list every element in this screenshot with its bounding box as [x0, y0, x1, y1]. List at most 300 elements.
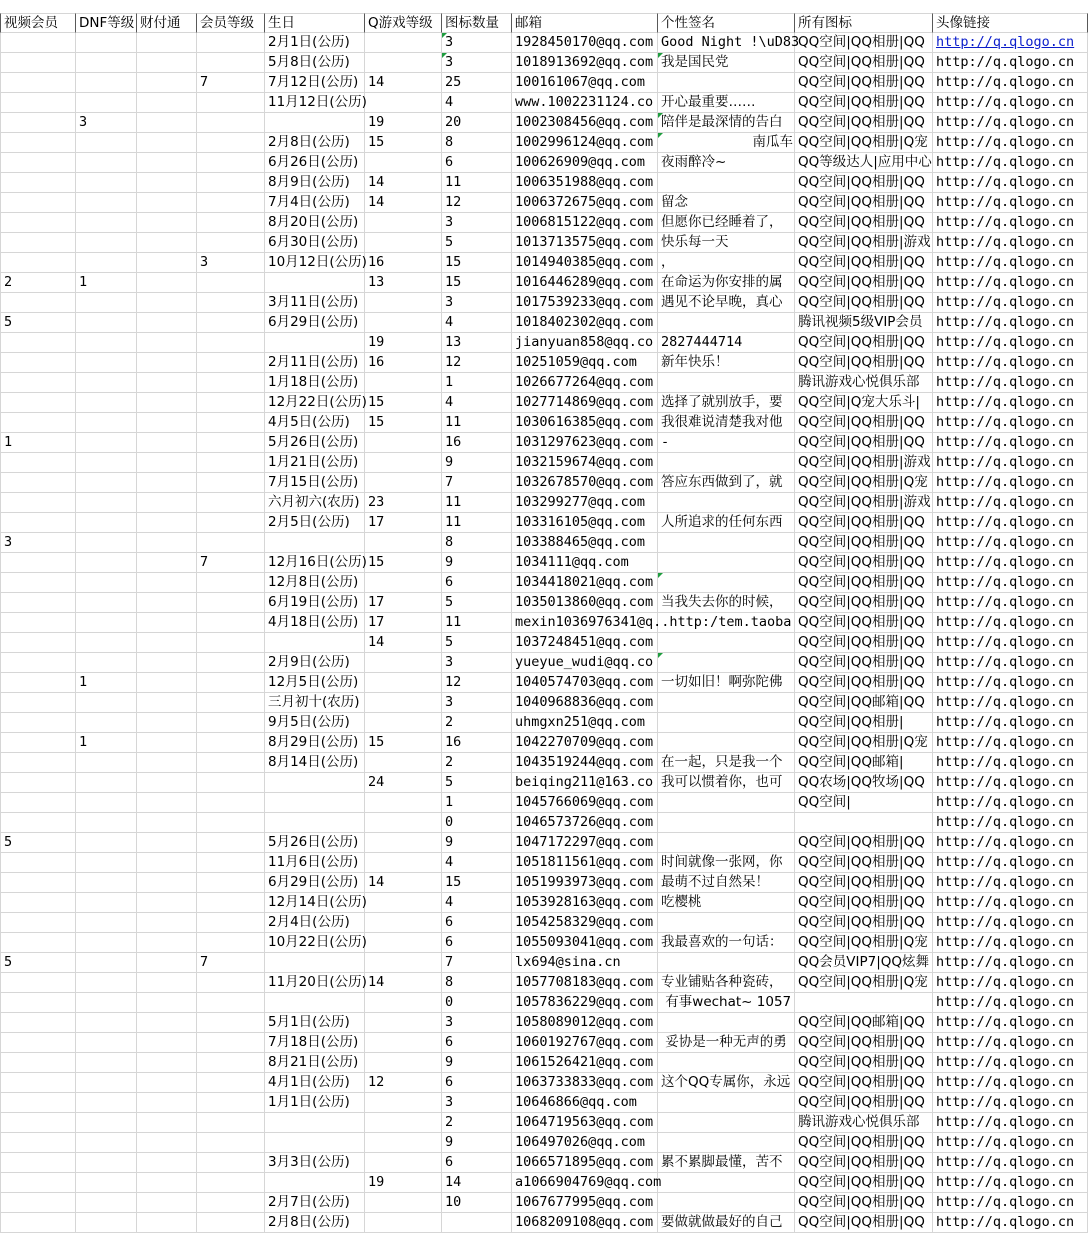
- cell-qgame-level[interactable]: [365, 833, 442, 853]
- cell-tenpay[interactable]: [137, 93, 197, 113]
- cell-qgame-level[interactable]: [365, 533, 442, 553]
- cell-birthday[interactable]: 5月26日(公历): [265, 433, 365, 453]
- cell-birthday[interactable]: 11月20日(公历): [265, 973, 365, 993]
- cell-birthday[interactable]: 8月20日(公历): [265, 213, 365, 233]
- cell-icon-count[interactable]: 20: [442, 113, 512, 133]
- cell-all-icons[interactable]: QQ空间|QQ相册|QQ: [795, 353, 933, 373]
- cell-signature[interactable]: 选择了就别放手，要: [658, 393, 795, 413]
- cell-vip-level[interactable]: [197, 373, 265, 393]
- cell-avatar-link[interactable]: http://q.qlogo.cn: [933, 1133, 1088, 1153]
- cell-icon-count[interactable]: 6: [442, 933, 512, 953]
- cell-qgame-level[interactable]: [365, 473, 442, 493]
- cell-qgame-level[interactable]: 14: [365, 73, 442, 93]
- cell-avatar-link[interactable]: http://q.qlogo.cn: [933, 233, 1088, 253]
- cell-vip-level[interactable]: [197, 613, 265, 633]
- cell-dnf-level[interactable]: [76, 193, 137, 213]
- cell-dnf-level[interactable]: [76, 653, 137, 673]
- cell-signature[interactable]: [658, 613, 795, 633]
- cell-dnf-level[interactable]: [76, 493, 137, 513]
- cell-email[interactable]: www.1002231124.co: [512, 93, 658, 113]
- cell-email[interactable]: mexin1036976341@q..http:/tem.taoba: [512, 613, 658, 633]
- cell-icon-count[interactable]: 6: [442, 1073, 512, 1093]
- cell-dnf-level[interactable]: [76, 33, 137, 53]
- cell-all-icons[interactable]: QQ空间|QQ相册|QQ: [795, 293, 933, 313]
- cell-signature[interactable]: 有事wechat~ 1057: [658, 993, 795, 1013]
- cell-all-icons[interactable]: QQ空间|QQ相册|QQ: [795, 1173, 933, 1193]
- cell-tenpay[interactable]: [137, 353, 197, 373]
- cell-avatar-link[interactable]: http://q.qlogo.cn: [933, 593, 1088, 613]
- cell-video-vip[interactable]: [0, 1153, 76, 1173]
- cell-video-vip[interactable]: [0, 1053, 76, 1073]
- cell-dnf-level[interactable]: [76, 433, 137, 453]
- cell-birthday[interactable]: [265, 953, 365, 973]
- cell-icon-count[interactable]: 5: [442, 633, 512, 653]
- cell-email[interactable]: 1051811561@qq.com: [512, 853, 658, 873]
- cell-video-vip[interactable]: [0, 1173, 76, 1193]
- cell-vip-level[interactable]: [197, 573, 265, 593]
- cell-dnf-level[interactable]: [76, 1173, 137, 1193]
- cell-signature[interactable]: 南瓜车: [658, 133, 795, 153]
- cell-icon-count[interactable]: 6: [442, 153, 512, 173]
- header-dnf-level[interactable]: DNF等级: [76, 13, 137, 33]
- cell-birthday[interactable]: 2月9日(公历): [265, 653, 365, 673]
- cell-birthday[interactable]: 2月8日(公历): [265, 1213, 365, 1233]
- cell-dnf-level[interactable]: [76, 213, 137, 233]
- cell-tenpay[interactable]: [137, 973, 197, 993]
- cell-dnf-level[interactable]: [76, 133, 137, 153]
- cell-qgame-level[interactable]: [365, 953, 442, 973]
- cell-birthday[interactable]: [265, 533, 365, 553]
- cell-all-icons[interactable]: QQ农场|QQ牧场|QQ: [795, 773, 933, 793]
- cell-icon-count[interactable]: 6: [442, 913, 512, 933]
- cell-email[interactable]: 100161067@qq.com: [512, 73, 658, 93]
- cell-video-vip[interactable]: [0, 893, 76, 913]
- cell-video-vip[interactable]: [0, 1113, 76, 1133]
- cell-vip-level[interactable]: [197, 1013, 265, 1033]
- cell-qgame-level[interactable]: 14: [365, 193, 442, 213]
- cell-birthday[interactable]: [265, 333, 365, 353]
- cell-tenpay[interactable]: [137, 53, 197, 73]
- cell-dnf-level[interactable]: [76, 253, 137, 273]
- cell-icon-count[interactable]: 15: [442, 273, 512, 293]
- cell-qgame-level[interactable]: [365, 813, 442, 833]
- cell-tenpay[interactable]: [137, 233, 197, 253]
- cell-all-icons[interactable]: QQ空间|QQ相册|QQ: [795, 213, 933, 233]
- cell-tenpay[interactable]: [137, 1173, 197, 1193]
- cell-icon-count[interactable]: 11: [442, 513, 512, 533]
- cell-email[interactable]: 1046573726@qq.com: [512, 813, 658, 833]
- cell-birthday[interactable]: [265, 813, 365, 833]
- cell-tenpay[interactable]: [137, 853, 197, 873]
- cell-birthday[interactable]: 1月21日(公历): [265, 453, 365, 473]
- cell-video-vip[interactable]: 5: [0, 953, 76, 973]
- cell-signature[interactable]: [658, 1093, 795, 1113]
- cell-dnf-level[interactable]: [76, 93, 137, 113]
- cell-tenpay[interactable]: [137, 313, 197, 333]
- cell-tenpay[interactable]: [137, 1053, 197, 1073]
- cell-avatar-link[interactable]: http://q.qlogo.cn: [933, 513, 1088, 533]
- cell-qgame-level[interactable]: [365, 993, 442, 1013]
- cell-all-icons[interactable]: QQ空间|QQ相册|QQ: [795, 593, 933, 613]
- cell-signature[interactable]: 在命运为你安排的属: [658, 273, 795, 293]
- cell-all-icons[interactable]: QQ空间|QQ相册|QQ: [795, 173, 933, 193]
- cell-avatar-link[interactable]: http://q.qlogo.cn: [933, 113, 1088, 133]
- cell-tenpay[interactable]: [137, 793, 197, 813]
- cell-email[interactable]: 1006372675@qq.com: [512, 193, 658, 213]
- cell-all-icons[interactable]: QQ空间|QQ相册|Q宠: [795, 133, 933, 153]
- cell-dnf-level[interactable]: [76, 853, 137, 873]
- cell-signature[interactable]: ，: [658, 253, 795, 273]
- cell-avatar-link[interactable]: http://q.qlogo.cn: [933, 173, 1088, 193]
- cell-birthday[interactable]: 6月29日(公历): [265, 873, 365, 893]
- cell-video-vip[interactable]: [0, 33, 76, 53]
- cell-vip-level[interactable]: [197, 1193, 265, 1213]
- cell-tenpay[interactable]: [137, 713, 197, 733]
- cell-avatar-link[interactable]: http://q.qlogo.cn: [933, 393, 1088, 413]
- cell-vip-level[interactable]: [197, 893, 265, 913]
- cell-tenpay[interactable]: [137, 833, 197, 853]
- header-vip-level[interactable]: 会员等级: [197, 13, 265, 33]
- cell-signature[interactable]: 陪伴是最深情的告白: [658, 113, 795, 133]
- cell-signature[interactable]: [658, 653, 795, 673]
- cell-video-vip[interactable]: [0, 653, 76, 673]
- cell-qgame-level[interactable]: 14: [365, 973, 442, 993]
- cell-signature[interactable]: [658, 173, 795, 193]
- cell-birthday[interactable]: 6月30日(公历): [265, 233, 365, 253]
- cell-signature[interactable]: [658, 693, 795, 713]
- cell-icon-count[interactable]: 6: [442, 573, 512, 593]
- cell-email[interactable]: 106497026@qq.com: [512, 1133, 658, 1153]
- cell-all-icons[interactable]: [795, 813, 933, 833]
- cell-signature[interactable]: 当我失去你的时候，: [658, 593, 795, 613]
- cell-avatar-link[interactable]: http://q.qlogo.cn: [933, 453, 1088, 473]
- cell-email[interactable]: 1018913692@qq.com: [512, 53, 658, 73]
- cell-vip-level[interactable]: [197, 1173, 265, 1193]
- cell-birthday[interactable]: 10月12日(公历): [265, 253, 365, 273]
- cell-avatar-link[interactable]: http://q.qlogo.cn: [933, 813, 1088, 833]
- cell-icon-count[interactable]: 5: [442, 773, 512, 793]
- cell-icon-count[interactable]: 4: [442, 893, 512, 913]
- cell-email[interactable]: 1002308456@qq.com: [512, 113, 658, 133]
- cell-birthday[interactable]: 2月1日(公历): [265, 33, 365, 53]
- cell-tenpay[interactable]: [137, 493, 197, 513]
- cell-tenpay[interactable]: [137, 573, 197, 593]
- cell-dnf-level[interactable]: [76, 153, 137, 173]
- cell-email[interactable]: 1032678570@qq.com: [512, 473, 658, 493]
- cell-icon-count[interactable]: 12: [442, 193, 512, 213]
- cell-signature[interactable]: [658, 573, 795, 593]
- cell-all-icons[interactable]: QQ空间|QQ相册|QQ: [795, 1153, 933, 1173]
- cell-birthday[interactable]: 7月4日(公历): [265, 193, 365, 213]
- cell-all-icons[interactable]: QQ空间|QQ相册|QQ: [795, 93, 933, 113]
- cell-birthday[interactable]: 4月1日(公历): [265, 1073, 365, 1093]
- cell-video-vip[interactable]: [0, 913, 76, 933]
- cell-dnf-level[interactable]: [76, 393, 137, 413]
- cell-birthday[interactable]: 3月3日(公历): [265, 1153, 365, 1173]
- cell-qgame-level[interactable]: 19: [365, 1173, 442, 1193]
- cell-signature[interactable]: 一切如旧！啊弥陀佛: [658, 673, 795, 693]
- cell-tenpay[interactable]: [137, 393, 197, 413]
- cell-vip-level[interactable]: [197, 753, 265, 773]
- cell-email[interactable]: 1061526421@qq.com: [512, 1053, 658, 1073]
- cell-avatar-link[interactable]: http://q.qlogo.cn: [933, 633, 1088, 653]
- cell-signature[interactable]: 快乐每一天: [658, 233, 795, 253]
- cell-email[interactable]: 100626909@qq.com: [512, 153, 658, 173]
- cell-tenpay[interactable]: [137, 953, 197, 973]
- cell-signature[interactable]: 吃樱桃: [658, 893, 795, 913]
- cell-video-vip[interactable]: [0, 1073, 76, 1093]
- cell-all-icons[interactable]: QQ空间|QQ相册|QQ: [795, 1213, 933, 1233]
- cell-birthday[interactable]: [265, 793, 365, 813]
- cell-qgame-level[interactable]: [365, 53, 442, 73]
- cell-icon-count[interactable]: 8: [442, 533, 512, 553]
- cell-signature[interactable]: 留念: [658, 193, 795, 213]
- cell-video-vip[interactable]: [0, 773, 76, 793]
- cell-all-icons[interactable]: QQ空间|: [795, 793, 933, 813]
- cell-all-icons[interactable]: QQ空间|QQ相册|QQ: [795, 53, 933, 73]
- cell-tenpay[interactable]: [137, 1073, 197, 1093]
- cell-all-icons[interactable]: QQ空间|QQ相册|QQ: [795, 1033, 933, 1053]
- cell-video-vip[interactable]: [0, 553, 76, 573]
- cell-dnf-level[interactable]: [76, 1053, 137, 1073]
- cell-signature[interactable]: 2827444714: [658, 333, 795, 353]
- cell-avatar-link[interactable]: http://q.qlogo.cn: [933, 373, 1088, 393]
- cell-tenpay[interactable]: [137, 553, 197, 573]
- cell-qgame-level[interactable]: [365, 33, 442, 53]
- cell-dnf-level[interactable]: [76, 313, 137, 333]
- cell-tenpay[interactable]: [137, 773, 197, 793]
- cell-email[interactable]: 1058089012@qq.com: [512, 1013, 658, 1033]
- cell-avatar-link[interactable]: http://q.qlogo.cn: [933, 1153, 1088, 1173]
- cell-email[interactable]: 1054258329@qq.com: [512, 913, 658, 933]
- cell-avatar-link[interactable]: http://q.qlogo.cn: [933, 1173, 1088, 1193]
- cell-email[interactable]: 1040574703@qq.com: [512, 673, 658, 693]
- cell-icon-count[interactable]: 10: [442, 1193, 512, 1213]
- cell-signature[interactable]: 答应东西做到了，就: [658, 473, 795, 493]
- cell-video-vip[interactable]: [0, 453, 76, 473]
- cell-all-icons[interactable]: QQ空间|QQ相册|QQ: [795, 253, 933, 273]
- cell-qgame-level[interactable]: 15: [365, 413, 442, 433]
- cell-qgame-level[interactable]: [365, 853, 442, 873]
- cell-signature[interactable]: 专业铺贴各种瓷砖，: [658, 973, 795, 993]
- cell-icon-count[interactable]: 3: [442, 653, 512, 673]
- cell-signature[interactable]: Good Night !\uD83: [658, 33, 795, 53]
- cell-birthday[interactable]: 7月18日(公历): [265, 1033, 365, 1053]
- cell-video-vip[interactable]: [0, 113, 76, 133]
- cell-qgame-level[interactable]: [365, 893, 442, 913]
- cell-tenpay[interactable]: [137, 873, 197, 893]
- cell-dnf-level[interactable]: [76, 1193, 137, 1213]
- cell-tenpay[interactable]: [137, 753, 197, 773]
- cell-avatar-link[interactable]: http://q.qlogo.cn: [933, 273, 1088, 293]
- cell-vip-level[interactable]: [197, 193, 265, 213]
- cell-dnf-level[interactable]: [76, 1073, 137, 1093]
- cell-icon-count[interactable]: 11: [442, 173, 512, 193]
- cell-qgame-level[interactable]: [365, 233, 442, 253]
- cell-signature[interactable]: -: [658, 433, 795, 453]
- cell-birthday[interactable]: 11月6日(公历): [265, 853, 365, 873]
- cell-vip-level[interactable]: [197, 393, 265, 413]
- cell-signature[interactable]: [658, 313, 795, 333]
- cell-video-vip[interactable]: [0, 153, 76, 173]
- cell-avatar-link[interactable]: http://q.qlogo.cn: [933, 913, 1088, 933]
- cell-icon-count[interactable]: 1: [442, 373, 512, 393]
- cell-icon-count[interactable]: 8: [442, 973, 512, 993]
- cell-video-vip[interactable]: 1: [0, 433, 76, 453]
- cell-email[interactable]: 1030616385@qq.com: [512, 413, 658, 433]
- cell-tenpay[interactable]: [137, 1013, 197, 1033]
- cell-icon-count[interactable]: 15: [442, 253, 512, 273]
- cell-vip-level[interactable]: [197, 1213, 265, 1233]
- cell-video-vip[interactable]: [0, 513, 76, 533]
- cell-icon-count[interactable]: 3: [442, 693, 512, 713]
- cell-video-vip[interactable]: [0, 213, 76, 233]
- cell-dnf-level[interactable]: [76, 1093, 137, 1113]
- cell-dnf-level[interactable]: [76, 833, 137, 853]
- cell-icon-count[interactable]: 2: [442, 753, 512, 773]
- cell-qgame-level[interactable]: 17: [365, 613, 442, 633]
- cell-email[interactable]: 103388465@qq.com: [512, 533, 658, 553]
- cell-vip-level[interactable]: [197, 293, 265, 313]
- cell-icon-count[interactable]: 9: [442, 453, 512, 473]
- cell-tenpay[interactable]: [137, 153, 197, 173]
- cell-email[interactable]: 1017539233@qq.com: [512, 293, 658, 313]
- cell-all-icons[interactable]: QQ空间|QQ相册|QQ: [795, 673, 933, 693]
- cell-email[interactable]: 1043519244@qq.com: [512, 753, 658, 773]
- cell-birthday[interactable]: 1月18日(公历): [265, 373, 365, 393]
- cell-birthday[interactable]: 8月9日(公历): [265, 173, 365, 193]
- cell-icon-count[interactable]: 13: [442, 333, 512, 353]
- cell-signature[interactable]: [658, 633, 795, 653]
- cell-avatar-link[interactable]: http://q.qlogo.cn: [933, 933, 1088, 953]
- cell-video-vip[interactable]: [0, 973, 76, 993]
- cell-dnf-level[interactable]: [76, 73, 137, 93]
- cell-qgame-level[interactable]: [365, 1113, 442, 1133]
- cell-tenpay[interactable]: [137, 1093, 197, 1113]
- cell-video-vip[interactable]: 2: [0, 273, 76, 293]
- cell-vip-level[interactable]: [197, 1113, 265, 1133]
- cell-avatar-link[interactable]: http://q.qlogo.cn: [933, 953, 1088, 973]
- cell-vip-level[interactable]: [197, 713, 265, 733]
- cell-birthday[interactable]: [265, 633, 365, 653]
- cell-dnf-level[interactable]: [76, 613, 137, 633]
- cell-dnf-level[interactable]: [76, 953, 137, 973]
- cell-dnf-level[interactable]: [76, 713, 137, 733]
- cell-avatar-link[interactable]: http://q.qlogo.cn: [933, 333, 1088, 353]
- cell-qgame-level[interactable]: [365, 453, 442, 473]
- cell-vip-level[interactable]: [197, 533, 265, 553]
- cell-birthday[interactable]: 2月8日(公历): [265, 133, 365, 153]
- cell-qgame-level[interactable]: 17: [365, 593, 442, 613]
- cell-tenpay[interactable]: [137, 933, 197, 953]
- cell-avatar-link[interactable]: http://q.qlogo.cn: [933, 253, 1088, 273]
- cell-birthday[interactable]: 12月8日(公历): [265, 573, 365, 593]
- cell-icon-count[interactable]: 4: [442, 93, 512, 113]
- cell-signature[interactable]: 但愿你已经睡着了，: [658, 213, 795, 233]
- cell-tenpay[interactable]: [137, 373, 197, 393]
- cell-qgame-level[interactable]: 15: [365, 393, 442, 413]
- cell-qgame-level[interactable]: [365, 1013, 442, 1033]
- cell-icon-count[interactable]: 3: [442, 1093, 512, 1113]
- cell-signature[interactable]: 夜雨醉冷~: [658, 153, 795, 173]
- cell-avatar-link[interactable]: http://q.qlogo.cn: [933, 573, 1088, 593]
- cell-all-icons[interactable]: 腾讯游戏心悦俱乐部: [795, 373, 933, 393]
- cell-dnf-level[interactable]: [76, 873, 137, 893]
- cell-avatar-link[interactable]: http://q.qlogo.cn: [933, 553, 1088, 573]
- cell-icon-count[interactable]: 4: [442, 313, 512, 333]
- cell-signature[interactable]: 最萌不过自然呆！: [658, 873, 795, 893]
- cell-vip-level[interactable]: [197, 453, 265, 473]
- cell-signature[interactable]: [658, 713, 795, 733]
- cell-signature[interactable]: [658, 1173, 795, 1193]
- cell-birthday[interactable]: [265, 1173, 365, 1193]
- cell-birthday[interactable]: 12月14日(公历): [265, 893, 365, 913]
- cell-birthday[interactable]: 8月21日(公历): [265, 1053, 365, 1073]
- cell-email[interactable]: 1014940385@qq.com: [512, 253, 658, 273]
- cell-signature[interactable]: [658, 953, 795, 973]
- cell-avatar-link[interactable]: http://q.qlogo.cn: [933, 673, 1088, 693]
- cell-video-vip[interactable]: [0, 493, 76, 513]
- cell-email[interactable]: 1037248451@qq.com: [512, 633, 658, 653]
- cell-video-vip[interactable]: [0, 253, 76, 273]
- cell-tenpay[interactable]: [137, 253, 197, 273]
- cell-vip-level[interactable]: [197, 633, 265, 653]
- cell-video-vip[interactable]: [0, 673, 76, 693]
- cell-avatar-link[interactable]: http://q.qlogo.cn: [933, 853, 1088, 873]
- cell-icon-count[interactable]: 12: [442, 673, 512, 693]
- cell-signature[interactable]: [658, 553, 795, 573]
- cell-birthday[interactable]: [265, 993, 365, 1013]
- cell-icon-count[interactable]: 3: [442, 33, 512, 53]
- cell-dnf-level[interactable]: [76, 593, 137, 613]
- cell-all-icons[interactable]: QQ空间|QQ相册|Q宠: [795, 933, 933, 953]
- cell-icon-count[interactable]: 0: [442, 813, 512, 833]
- cell-qgame-level[interactable]: 12: [365, 1073, 442, 1093]
- cell-email[interactable]: 1055093041@qq.com: [512, 933, 658, 953]
- cell-email[interactable]: 1035013860@qq.com: [512, 593, 658, 613]
- cell-dnf-level[interactable]: 1: [76, 273, 137, 293]
- cell-birthday[interactable]: 12月5日(公历): [265, 673, 365, 693]
- cell-all-icons[interactable]: QQ空间|QQ相册|Q宠: [795, 733, 933, 753]
- cell-all-icons[interactable]: 腾讯游戏心悦俱乐部: [795, 1113, 933, 1133]
- cell-qgame-level[interactable]: [365, 313, 442, 333]
- cell-dnf-level[interactable]: [76, 1213, 137, 1233]
- cell-dnf-level[interactable]: [76, 913, 137, 933]
- cell-all-icons[interactable]: QQ空间|QQ邮箱|QQ: [795, 693, 933, 713]
- cell-icon-count[interactable]: [442, 1213, 512, 1233]
- cell-all-icons[interactable]: QQ空间|Q宠大乐斗|: [795, 393, 933, 413]
- cell-vip-level[interactable]: [197, 413, 265, 433]
- cell-video-vip[interactable]: [0, 1193, 76, 1213]
- cell-qgame-level[interactable]: [365, 1033, 442, 1053]
- cell-video-vip[interactable]: [0, 1213, 76, 1233]
- cell-tenpay[interactable]: [137, 213, 197, 233]
- cell-email[interactable]: 1013713575@qq.com: [512, 233, 658, 253]
- cell-signature[interactable]: [658, 793, 795, 813]
- cell-all-icons[interactable]: QQ空间|QQ相册|QQ: [795, 633, 933, 653]
- cell-all-icons[interactable]: QQ空间|QQ相册|: [795, 713, 933, 733]
- cell-video-vip[interactable]: [0, 233, 76, 253]
- cell-icon-count[interactable]: 11: [442, 413, 512, 433]
- cell-vip-level[interactable]: [197, 353, 265, 373]
- cell-dnf-level[interactable]: [76, 753, 137, 773]
- cell-avatar-link[interactable]: http://q.qlogo.cn: [933, 433, 1088, 453]
- cell-video-vip[interactable]: [0, 853, 76, 873]
- cell-dnf-level[interactable]: 1: [76, 673, 137, 693]
- cell-birthday[interactable]: 2月7日(公历): [265, 1193, 365, 1213]
- cell-dnf-level[interactable]: [76, 1013, 137, 1033]
- cell-icon-count[interactable]: 8: [442, 133, 512, 153]
